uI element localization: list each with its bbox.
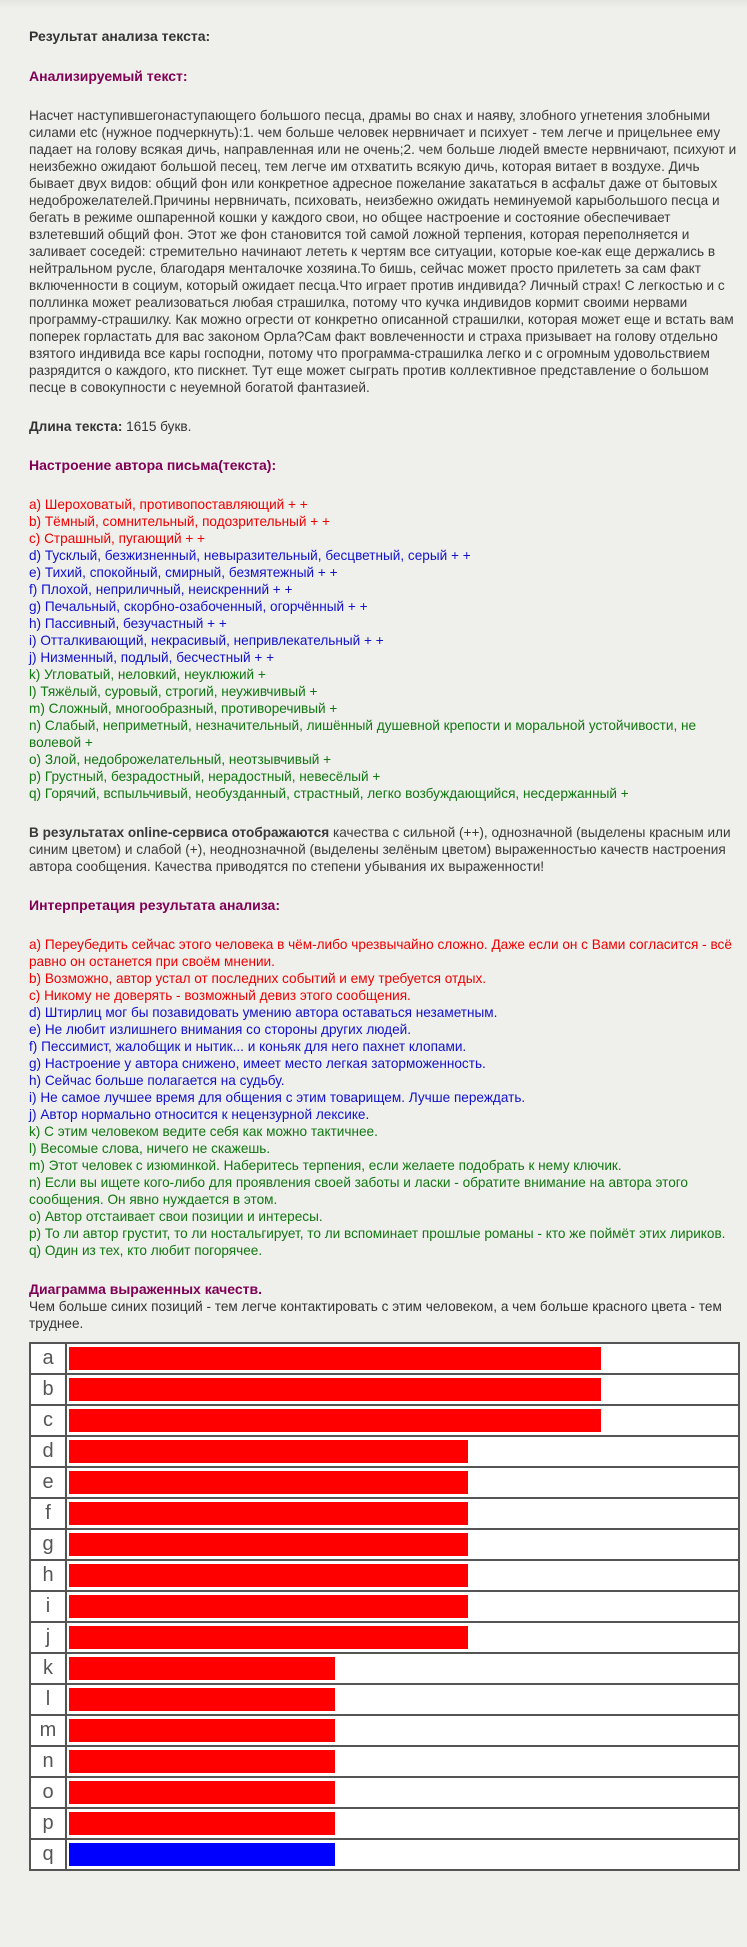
interpretation-item: j) Автор нормально относится к нецензурной лексике. [29, 1107, 370, 1122]
chart-category-label: i [30, 1591, 66, 1622]
chart-track [66, 1591, 739, 1622]
chart-track [66, 1808, 739, 1839]
text-length [29, 418, 737, 435]
legend-note [29, 824, 737, 875]
chart-bar [69, 1781, 335, 1804]
legend-note-bold: В результатах online-сервиса отображаются [29, 825, 330, 840]
chart-category-label: c [30, 1405, 66, 1436]
chart-row [30, 1777, 739, 1808]
chart-row [30, 1684, 739, 1715]
chart-row [30, 1498, 739, 1529]
chart-row [30, 1436, 739, 1467]
chart-bar [69, 1688, 335, 1711]
chart-row [30, 1529, 739, 1560]
chart-bar [69, 1440, 468, 1463]
chart-bar [69, 1378, 601, 1401]
chart-category-label: l [30, 1684, 66, 1715]
mood-item: j) Низменный, подлый, бесчестный + + [29, 650, 275, 665]
mood-item: f) Плохой, неприличный, неискренний + + [29, 582, 293, 597]
chart-bar [69, 1409, 601, 1432]
chart-category-label: o [30, 1777, 66, 1808]
chart-track [66, 1374, 739, 1405]
mood-item: h) Пассивный, безучастный + + [29, 616, 227, 631]
chart-row [30, 1591, 739, 1622]
chart-bar [69, 1626, 468, 1649]
interpretation-item: c) Никому не доверять - возможный девиз этого сообщения. [29, 988, 411, 1003]
mood-item: o) Злой, недоброжелательный, неотзывчивый + [29, 752, 332, 767]
interpretation-item: n) Если вы ищете кого-либо для проявления своей заботы и ласки - обратите внимание на автора этого сообщения. Он явно нуждается в этом. [29, 1175, 688, 1207]
mood-item: e) Тихий, спокойный, смирный, безмятежный + + [29, 565, 338, 580]
interpretation-item: q) Один из тех, кто любит погорячее. [29, 1243, 263, 1258]
mood-item: b) Тёмный, сомнительный, подозрительный + + [29, 514, 330, 529]
mood-item: a) Шероховатый, противопоставляющий + + [29, 497, 308, 512]
chart-track [66, 1653, 739, 1684]
diagram-description: Чем больше синих позиций - тем легче контактировать с этим человеком, а чем больше красного цвета - тем труднее. [29, 1299, 722, 1331]
chart-category-label: j [30, 1622, 66, 1653]
chart-track [66, 1684, 739, 1715]
chart-bar [69, 1564, 468, 1587]
chart-track [66, 1622, 739, 1653]
chart-row [30, 1808, 739, 1839]
chart-row [30, 1374, 739, 1405]
legend-note-text: качества с сильной (++), однозначной (выделены красным или синим цветом) и слабой (+), неоднозначной (выделены зелёным цветом) выраженностью качеств настроения автора сообщения. Качества приводятся по степени убывания их выраженности! [29, 825, 731, 874]
chart-row [30, 1746, 739, 1777]
mood-item: m) Сложный, многообразный, противоречивый + [29, 701, 338, 716]
chart-track [66, 1839, 739, 1870]
chart-track [66, 1405, 739, 1436]
chart-row [30, 1715, 739, 1746]
quality-bar-chart [29, 1342, 740, 1871]
chart-row [30, 1343, 739, 1374]
chart-category-label: m [30, 1715, 66, 1746]
mood-item: l) Тяжёлый, суровый, строгий, неуживчивый + [29, 684, 318, 699]
chart-bar [69, 1750, 335, 1773]
interpretation-item: g) Настроение у автора снижено, имеет место легкая заторможенность. [29, 1056, 486, 1071]
chart-bar [69, 1347, 601, 1370]
chart-category-label: b [30, 1374, 66, 1405]
analyzed-text: Насчет наступившегонаступающего большого песца, драмы во снах и наяву, злобного угнетения злобными силами etc (нужное подчеркнуть):1. чем больше человек нервничает и психует - тем легче и прицельнее ему падает на голову всякая дичь, направленная или не очень;2. чем больше людей вместе нервничают, психуют и неизбежно ожидают большой песец, тем легче им отхватить всякую дичь, которая витает в воздухе. Дичь бывает двух видов: общий фон или конкретное адресное пожелание закататься в асфальт даже от бытовых недоброжелателей.Причины нервничать, психовать, неизбежно ожидать неминуемой карыбольшого песца и бегать в режиме ошпаренной кошки у каждого свои, но общее настроение и состояние обеспечивает взлетевший общий фон. Этот же фон становится той самой ложной терпения, которая переполняется и заливает соседей: стремительно начинают лететь к чертям все ситуации, которые кое-как еще держались в нейтральном русле, благодаря менталочке хозяина.То бишь, сейчас может просто прилететь за сам факт включенности в социум, который ожидает песца.Что играет против индивида? Личный страх! С легкостью и с поллинка может реализоваться любая страшилка, потому что кучка индивидов кормит своими нервами программу-страшилку. Как можно огрести от конкретно описанной страшилки, которая может еще и встать вам поперек горластать для вас законом Орла?Сам факт вовлеченности и страха призывает на голову отдельно взятого индивида все кары господни, потому что программа-страшилка легко и с огромным удовольствием разрядится о каждого, кто пискнет. Тут еще может сыграть против коллективное представление о большом песце в совокупности с неуемной богатой фантазией. [29, 108, 737, 395]
chart-category-label: p [30, 1808, 66, 1839]
chart-category-label: f [30, 1498, 66, 1529]
chart-bar [69, 1595, 468, 1618]
chart-bar [69, 1533, 468, 1556]
chart-category-label: q [30, 1839, 66, 1870]
chart-row [30, 1653, 739, 1684]
chart-track [66, 1498, 739, 1529]
interpretation-item: h) Сейчас больше полагается на судьбу. [29, 1073, 285, 1088]
text-length-label: Длина текста: [29, 419, 123, 434]
chart-bar [69, 1812, 335, 1835]
chart-track [66, 1746, 739, 1777]
chart-category-label: d [30, 1436, 66, 1467]
analysis-result [0, 8, 747, 1871]
interpretation-item: e) Не любит излишнего внимания со стороны других людей. [29, 1022, 412, 1037]
interpretation-item: f) Пессимист, жалобщик и нытик... и коньяк для него пахнет клопами. [29, 1039, 467, 1054]
mood-list [29, 496, 737, 802]
interpretation-item: k) С этим человеком ведите себя как можно тактичнее. [29, 1124, 378, 1139]
interpretation-item: l) Весомые слова, ничего не скажешь. [29, 1141, 271, 1156]
mood-heading: Настроение автора письма(текста): [29, 457, 277, 473]
text-length-value: 1615 букв. [126, 419, 192, 434]
chart-track [66, 1436, 739, 1467]
chart-row [30, 1467, 739, 1498]
interpretation-item: m) Этот человек с изюминкой. Наберитесь терпения, если желаете подобрать к нему ключик. [29, 1158, 622, 1173]
mood-item: k) Угловатый, неловкий, неуклюжий + [29, 667, 266, 682]
chart-row [30, 1622, 739, 1653]
chart-category-label: k [30, 1653, 66, 1684]
chart-track [66, 1529, 739, 1560]
mood-item: d) Тусклый, безжизненный, невыразительный, бесцветный, серый + + [29, 548, 471, 563]
chart-track [66, 1343, 739, 1374]
top-strip [0, 0, 747, 8]
interpretation-item: o) Автор отстаивает свои позиции и интересы. [29, 1209, 323, 1224]
interpretation-item: b) Возможно, автор устал от последних событий и ему требуется отдых. [29, 971, 487, 986]
chart-bar [69, 1843, 335, 1866]
mood-item: g) Печальный, скорбно-озабоченный, огорчённый + + [29, 599, 368, 614]
mood-item: i) Отталкивающий, некрасивый, непривлекательный + + [29, 633, 384, 648]
chart-category-label: e [30, 1467, 66, 1498]
chart-track [66, 1715, 739, 1746]
chart-bar [69, 1471, 468, 1494]
interpretation-heading: Интерпретация результата анализа: [29, 897, 280, 913]
chart-row [30, 1560, 739, 1591]
chart-category-label: n [30, 1746, 66, 1777]
chart-track [66, 1777, 739, 1808]
mood-item: n) Слабый, неприметный, незначительный, лишённый душевной крепости и моральной устойчивости, не волевой + [29, 718, 697, 750]
interpretation-item: i) Не самое лучшее время для общения с этим товарищем. Лучше переждать. [29, 1090, 526, 1105]
chart-track [66, 1467, 739, 1498]
chart-bar [69, 1719, 335, 1742]
interpretation-list [29, 936, 737, 1259]
chart-row [30, 1839, 739, 1870]
interpretation-item: d) Штирлиц мог бы позавидовать умению автора оставаться незаметным. [29, 1005, 498, 1020]
chart-category-label: h [30, 1560, 66, 1591]
analyzed-text-heading: Анализируемый текст: [29, 68, 188, 84]
mood-item: p) Грустный, безрадостный, нерадостный, невесёлый + [29, 769, 381, 784]
interpretation-item: a) Переубедить сейчас этого человека в чём-либо чрезвычайно сложно. Даже если он с Вами согласится - всё равно он останется при своём мнении. [29, 937, 732, 969]
chart-category-label: g [30, 1529, 66, 1560]
chart-bar [69, 1657, 335, 1680]
chart-category-label: a [30, 1343, 66, 1374]
page-title: Результат анализа текста: [29, 28, 211, 44]
chart-bar [69, 1502, 468, 1525]
chart-track [66, 1560, 739, 1591]
chart-row [30, 1405, 739, 1436]
mood-item: q) Горячий, вспыльчивый, необузданный, страстный, легко возбуждающийся, несдержанный + [29, 786, 629, 801]
mood-item: c) Страшный, пугающий + + [29, 531, 205, 546]
interpretation-item: p) То ли автор грустит, то ли ностальгирует, то ли вспоминает прошлые романы - кто же поймёт этих лириков. [29, 1226, 726, 1241]
diagram-heading: Диаграмма выраженных качеств. [29, 1281, 263, 1297]
